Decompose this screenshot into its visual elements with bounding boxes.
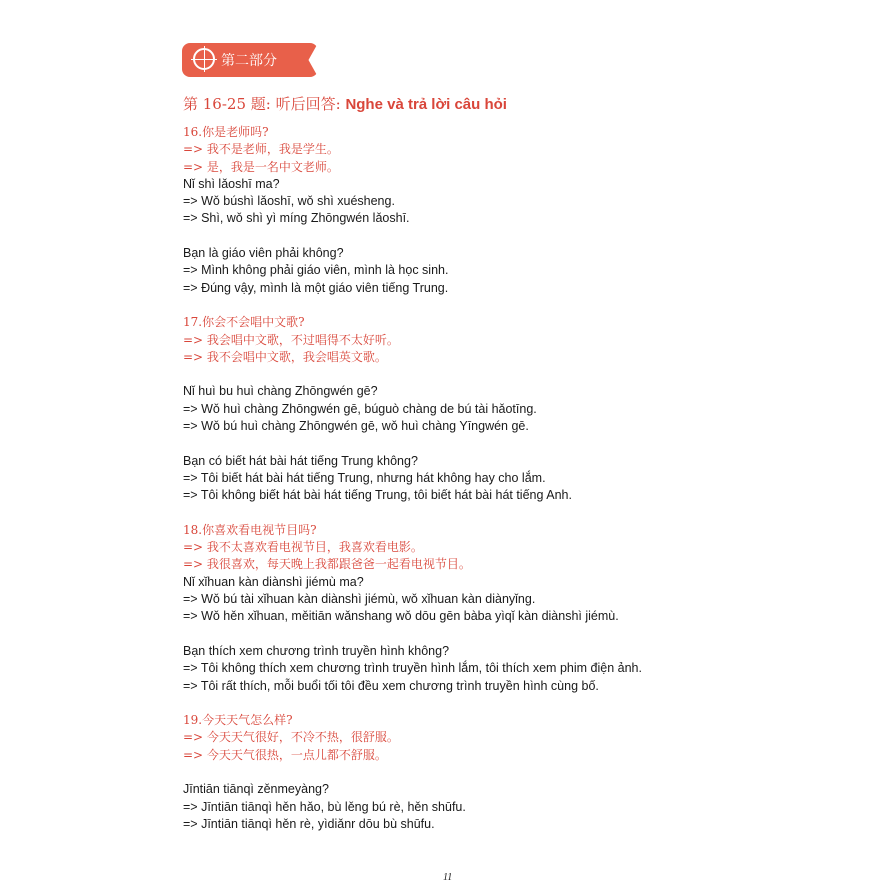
heading-vn: Nghe và trả lời câu hỏi [345, 96, 507, 113]
chinese-line: => 我不是老师，我是学生。 [183, 142, 339, 157]
question-block [183, 712, 863, 833]
chinese-line: 17.你会不会唱中文歌? [183, 315, 305, 330]
spacer [183, 435, 863, 452]
spacer [183, 366, 863, 383]
text-line: => Wǒ bú tài xǐhuan kàn diànshì jiémù, wǒ xǐhuan kàn diànyǐng. [183, 592, 536, 607]
chinese-line: 19.今天天气怎么样? [183, 713, 293, 728]
text-line: => Mình không phải giáo viên, mình là học sinh. [183, 263, 449, 278]
text-line: Nǐ xǐhuan kàn diànshì jiémù ma? [183, 574, 364, 589]
text-line: => Tôi không thích xem chương trình truyền hình lắm, tôi thích xem phim điện ảnh. [183, 661, 642, 676]
target-icon [193, 48, 215, 70]
text-line: => Wǒ hěn xǐhuan, měitiān wǎnshang wǒ dōu gēn bàba yìqǐ kàn diànshì jiémù. [183, 609, 619, 624]
chinese-line: 18.你喜欢看电视节目吗? [183, 522, 317, 537]
chinese-line: 16.你是老师吗? [183, 125, 269, 139]
chinese-line: => 今天天气很好，不冷不热，很舒服。 [183, 730, 399, 745]
text-line: => Jīntiān tiānqì hěn hǎo, bù lěng bú rè, hěn shūfu. [183, 799, 466, 814]
text-line: => Tôi không biết hát bài hát tiếng Trung, tôi biết hát bài hát tiếng Anh. [183, 488, 572, 503]
text-line: => Shì, wǒ shì yì míng Zhōngwén lǎoshī. [183, 211, 410, 226]
chinese-line: => 今天天气很热，一点儿都不舒服。 [183, 747, 387, 762]
chinese-line: => 我会唱中文歌，不过唱得不太好听。 [183, 332, 399, 347]
text-line: Bạn là giáo viên phải không? [183, 246, 344, 261]
spacer [183, 695, 863, 712]
spacer [183, 505, 863, 522]
spacer [183, 764, 863, 781]
chinese-line: => 是，我是一名中文老师。 [183, 159, 339, 174]
spacer [183, 228, 863, 245]
question-list [183, 124, 863, 833]
heading-cn: 第 16-25 题: 听后回答: [183, 95, 346, 113]
chinese-line: => 我不会唱中文歌，我会唱英文歌。 [183, 349, 387, 364]
question-block [183, 314, 863, 522]
text-line: => Đúng vậy, mình là một giáo viên tiếng Trung. [183, 280, 449, 295]
text-line: Jīntiān tiānqì zěnmeyàng? [183, 782, 329, 797]
chinese-line: => 我不太喜欢看电视节目，我喜欢看电影。 [183, 540, 423, 555]
page-number: 11 [443, 872, 453, 883]
question-block [183, 522, 863, 712]
text-line: => Wǒ búshì lǎoshī, wǒ shì xuésheng. [183, 194, 395, 209]
spacer [183, 297, 863, 314]
text-line: => Tôi biết hát bài hát tiếng Trung, nhưng hát không hay cho lắm. [183, 470, 546, 485]
text-line: => Jīntiān tiānqì hěn rè, yìdiǎnr dōu bù shūfu. [183, 816, 435, 831]
text-line: => Tôi rất thích, mỗi buổi tối tôi đều xem chương trình truyền hình cùng bố. [183, 678, 599, 693]
text-line: Bạn có biết hát bài hát tiếng Trung không? [183, 453, 418, 468]
section-label: 第二部分 [221, 53, 277, 69]
text-line: Nǐ huì bu huì chàng Zhōngwén gē? [183, 384, 378, 399]
text-line: Bạn thích xem chương trình truyền hình không? [183, 643, 450, 658]
question-block [183, 124, 863, 314]
text-line: => Wǒ bú huì chàng Zhōngwén gē, wǒ huì chàng Yīngwén gē. [183, 419, 529, 434]
text-line: Nǐ shì lǎoshī ma? [183, 176, 280, 191]
spacer [183, 626, 863, 643]
chinese-line: => 我很喜欢，每天晚上我都跟爸爸一起看电视节目。 [183, 557, 471, 572]
text-line: => Wǒ huì chàng Zhōngwén gē, búguò chàng de bú tài hǎotīng. [183, 401, 537, 416]
section-heading [183, 93, 507, 114]
